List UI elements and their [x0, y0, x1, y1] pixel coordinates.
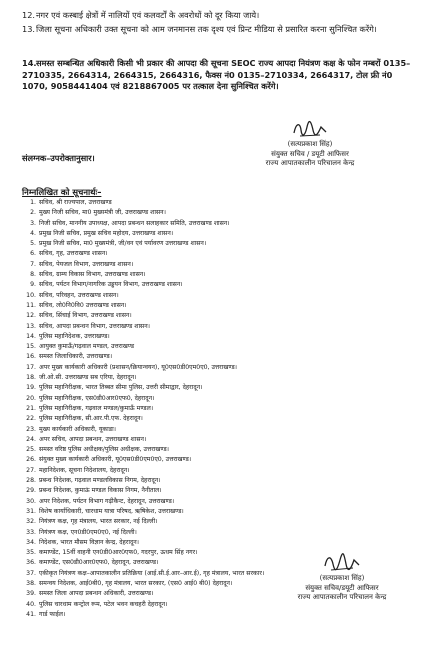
recipient-text: कमाण्डेंट, एस0डी0आर0एफ0, देहरादून, उत्तराखण्ड। — [39, 559, 159, 567]
recipient-row — [22, 239, 352, 249]
recipient-row — [22, 507, 352, 517]
recipient-text: पुलिस चारधाम कन्ट्रोल रूम, पटेल भवन कचहरी देहरादून। — [39, 600, 168, 608]
recipient-row — [22, 260, 352, 270]
recipient-text: सचिव, ग्राम्य विकास विभाग, उत्तराखण्ड शासन। — [39, 271, 146, 279]
recipient-row — [22, 394, 352, 404]
recipient-number: 36. — [26, 559, 36, 567]
recipient-number: 30. — [26, 497, 36, 505]
recipient-row — [22, 322, 352, 332]
recipient-text: कमाण्डेंट, 15वीं वाहनी एन0डी0आर0एफ0, गदरपुर, ऊधम सिंह नगर। — [39, 549, 198, 557]
recipient-row — [22, 332, 352, 342]
recipient-text: सचिव, पर्यटन विभाग/नागरिक उड्डयन विभाग, उत्तराखण्ड शासन। — [39, 281, 183, 289]
recipient-row — [22, 229, 352, 239]
enclosure-note: संलग्नक–उपरोक्तानुसार। — [22, 153, 95, 163]
recipient-number: 2. — [30, 209, 36, 217]
recipient-text: समन्वय निदेशक, आई0बी0, गृह मंत्रालय, भारत सरकार, (एस0 आई0 बी0) देहरादून। — [39, 579, 233, 587]
point-number: 12. — [22, 10, 36, 20]
recipient-number: 5. — [30, 240, 36, 248]
signatory-name: (सत्यप्रकाश सिंह) — [287, 140, 333, 148]
recipient-number: 35. — [26, 549, 36, 557]
recipient-number: 1. — [30, 199, 36, 206]
recipient-row — [22, 301, 352, 311]
recipient-text: अपर सचिव, आपदा प्रबन्धन, उत्तराखण्ड शासन। — [39, 435, 147, 443]
recipient-row — [22, 311, 352, 321]
recipient-number: 7. — [30, 260, 36, 268]
signatory-office: राज्य आपातकालीन परिचालन केन्द्र — [265, 159, 355, 167]
recipient-row — [22, 466, 352, 476]
recipient-number: 6. — [30, 250, 36, 258]
recipient-number: 27. — [26, 466, 36, 474]
recipient-text: अपर निदेशक, पर्यटन विभाग गढ़ीकैन्ट, देहरादून, उत्तराखण्ड। — [39, 497, 175, 505]
recipient-row — [22, 528, 352, 538]
recipient-number: 34. — [26, 538, 36, 546]
recipient-number: 29. — [26, 487, 36, 495]
recipient-text: संयुक्त मुख्य कार्यकारी अधिकारी, यू0एस0डी0एम0ए0, उत्तराखण्ड। — [39, 456, 192, 464]
recipient-number: 20. — [26, 394, 36, 402]
recipient-row — [22, 363, 352, 373]
recipient-text: सचिव, श्री राज्यपाल, उत्तराखण्ड — [39, 199, 112, 206]
recipient-number: 3. — [30, 219, 36, 227]
recipient-text: सचिव, पेयजल विभाग, उत्तराखण्ड शासन। — [39, 260, 134, 268]
recipient-number: 9. — [30, 281, 36, 289]
recipient-text: जी.ओ.सी. उत्तराखण्ड सब एरिया, देहरादून। — [39, 374, 137, 382]
recipient-number: 8. — [30, 271, 36, 279]
recipient-row — [22, 476, 352, 486]
recipient-number: 23. — [26, 425, 36, 433]
recipient-text: एकीकृत नियंत्रण कक्ष–आपातकालीन प्रतिक्रिया (आई.सी.ई.आर–आर.ई), गृह मंत्रालय, भारत सरकार। — [39, 569, 265, 577]
recipient-text: मुख्य कार्यकारी अधिकारी, यूकाडा। — [39, 425, 117, 433]
recipient-text: समस्त जिलाधिकारी, उत्तराखण्ड। — [39, 353, 113, 361]
recipient-number: 4. — [30, 229, 36, 237]
recipient-number: 19. — [26, 384, 36, 392]
recipient-text: पुलिस महानिदेशक, उत्तराखण्ड। — [39, 332, 110, 340]
recipient-text: नियंत्रण कक्ष, गृह मंत्रालय, भारत सरकार, नई दिल्ली। — [39, 518, 158, 526]
recipient-row — [22, 270, 352, 280]
recipient-text: निदेशक, भारत मौसम विज्ञान केन्द्र, देहरादून। — [39, 538, 140, 546]
recipient-text: समस्त जिला आपदा प्रबन्धन अधिकारी, उत्तराखण्ड। — [39, 590, 154, 598]
recipient-row — [22, 352, 352, 362]
recipient-number: 28. — [26, 477, 36, 485]
recipient-number: 12. — [26, 312, 36, 320]
recipient-number: 40. — [26, 600, 36, 608]
recipient-number: 24. — [26, 435, 36, 443]
recipient-row — [22, 291, 352, 301]
recipient-text: सचिव, सिंचाई विभाग, उत्तराखण्ड शासन। — [39, 312, 132, 320]
recipient-number: 26. — [26, 456, 36, 464]
recipient-number: 13. — [26, 322, 36, 330]
recipient-text: समस्त वरिष्ठ पुलिस अधीक्षक/पुलिस अधीक्षक, उत्तराखण्ड। — [39, 446, 170, 454]
recipient-text: पुलिस महानिरीक्षक, गढ़वाल मण्डल/कुमाऊँ मण्डल। — [39, 404, 154, 412]
recipient-text: महानिदेशक, सूचना निदेशालय, देहरादून। — [39, 466, 130, 474]
recipient-text: प्रबन्ध निदेशक, कुमाऊं मण्डल विकास निगम, नैनीताल। — [39, 487, 162, 495]
recipient-text: नियंत्रण कक्ष, एन0डी0एम0ए0, नई दिल्ली। — [39, 528, 137, 536]
recipient-row — [22, 538, 352, 548]
recipient-number: 31. — [26, 507, 36, 515]
recipient-text: गार्ड फाईल। — [39, 610, 66, 618]
point-text: नगर एवं कस्बाई क्षेत्रों में नालियों एवं कलवर्टों के अवरोधों को दूर किया जाये। — [36, 10, 260, 20]
recipient-row — [22, 249, 352, 259]
recipient-number: 18. — [26, 374, 36, 382]
recipient-text: अपर मुख्य कार्यकारी अधिकारी (प्रशासन/क्रियान्वयन), यू0एस0डी0एम0ए0, उत्तराखण्ड। — [39, 363, 237, 371]
recipient-row — [22, 517, 352, 527]
recipient-number: 14. — [26, 332, 36, 340]
recipient-number: 15. — [26, 343, 36, 351]
recipient-number: 17. — [26, 363, 36, 371]
recipient-text: प्रमुख निजी सचिव, प्रमुख सचिव महोदय, उत्तराखण्ड शासन। — [39, 229, 174, 237]
recipient-row — [22, 610, 352, 620]
recipient-row — [22, 280, 352, 290]
recipient-text: पुलिस महानिरीक्षक, एस0डी0आर0एफ0, देहरादून। — [39, 394, 155, 402]
point-13 — [22, 24, 420, 36]
recipient-row — [22, 414, 352, 424]
recipient-text: सचिव, आपदा प्रबन्धन विभाग, उत्तराखण्ड शासन। — [39, 322, 151, 330]
recipient-row — [22, 404, 352, 414]
recipient-row — [22, 455, 352, 465]
copy-to-heading: निम्नलिखित को सूचनार्थः– — [22, 187, 102, 197]
recipient-text: प्रबन्ध निदेशक, गढ़वाल मण्डलविकास निगम, देहरादून। — [39, 477, 161, 485]
recipient-number: 22. — [26, 415, 36, 423]
recipient-number: 11. — [26, 301, 36, 309]
recipient-text: पुलिस महानिरीक्षक, सी.आर.पी.एफ. देहरादून। — [39, 415, 143, 423]
point-14 — [22, 58, 420, 93]
recipient-text: विशेष कार्याधिकारी, चारधाम यात्रा परिषद, ऋषिकेश, उत्तराखण्ड। — [39, 507, 184, 515]
recipient-text: पुलिस महानिरीक्षक, भारत तिब्बत सीमा पुलिस, उत्तरी सीमाद्वार, देहरादून। — [39, 384, 203, 392]
signatory-designation: संयुक्त सचिव / डयूटी आफिसर — [271, 149, 349, 158]
signatory-name: (सत्यप्रकाश सिंह) — [319, 574, 365, 582]
recipient-number: 10. — [26, 291, 36, 299]
recipient-number: 21. — [26, 404, 36, 412]
recipient-row — [22, 383, 352, 393]
recipient-number: 32. — [26, 518, 36, 526]
recipient-row — [22, 373, 352, 383]
recipient-text: मुख्य निजी सचिव, मा0 मुख्यमंत्री जी, उत्तराखण्ड शासन। — [39, 209, 166, 217]
recipient-row — [22, 425, 352, 435]
point-text: समस्त सम्बन्धित अधिकारी किसी भी प्रकार की आपदा की सूचना SEOC राज्य आपदा नियंत्रण कक्ष के फोन नम्बरों 0135–2710335, 2664314, 2664315, 2664316, फैक्स नं0 0135–2710334, 2664317, टोल फ्री नं0 1070, 9058441404 एवं 8218867005 पर तत्काल देना सुनिश्चित करेंगे। — [22, 58, 411, 91]
point-12 — [22, 10, 420, 22]
recipient-text: निजी सचिव, माननीय उपाध्यक्ष, आपदा प्रबन्धन सलाहकार समिति, उत्तराखण्ड शासन। — [39, 219, 230, 227]
recipient-text: प्रमुख निजी सचिव, मा0 मुख्यमंत्री, जी/वन एवं पर्यावरण उत्तराखण्ड शासन। — [39, 240, 207, 248]
recipient-number: 39. — [26, 590, 36, 598]
recipient-row — [22, 497, 352, 507]
signatory-designation: संयुक्त सचिव/डयूटी आफिसर — [305, 583, 379, 592]
recipient-row — [22, 435, 352, 445]
point-text: जिला सूचना अधिकारी उक्त सूचना को आम जनमानस तक दृश्य एवं प्रिन्ट मीडिया से प्रसारित करना सुनिश्चित करेंगे। — [36, 24, 377, 34]
point-number: 14. — [22, 58, 37, 68]
recipient-number: 25. — [26, 446, 36, 454]
recipient-text: आयुक्त कुमाऊँ/गढ़वाल मण्डल, उत्तराखण्ड — [39, 343, 135, 351]
signature-block-top — [250, 118, 370, 169]
recipient-number: 38. — [26, 579, 36, 587]
signature-image — [282, 552, 402, 574]
recipient-text: सचिव, परिवहन, उत्तराखण्ड शासन। — [39, 291, 119, 299]
recipient-row — [22, 219, 352, 229]
recipient-row — [22, 208, 352, 218]
recipient-text: सचिव, गृह, उत्तराखण्ड शासन। — [39, 250, 108, 258]
signature-block-bottom — [282, 552, 402, 603]
recipient-number: 16. — [26, 353, 36, 361]
recipient-number: 41. — [26, 610, 36, 618]
recipient-text: सचिव, लो0नि0वि0 उत्तराखण्ड शासन। — [39, 301, 127, 309]
recipient-number: 37. — [26, 569, 36, 577]
recipient-number: 33. — [26, 528, 36, 536]
signature-image — [250, 118, 370, 140]
signatory-office: राज्य आपातकालीन परिचालन केन्द्र — [297, 593, 387, 601]
point-number: 13. — [22, 24, 36, 34]
recipient-row — [22, 486, 352, 496]
recipient-row — [22, 342, 352, 352]
recipient-row — [22, 445, 352, 455]
recipient-row — [22, 198, 352, 208]
